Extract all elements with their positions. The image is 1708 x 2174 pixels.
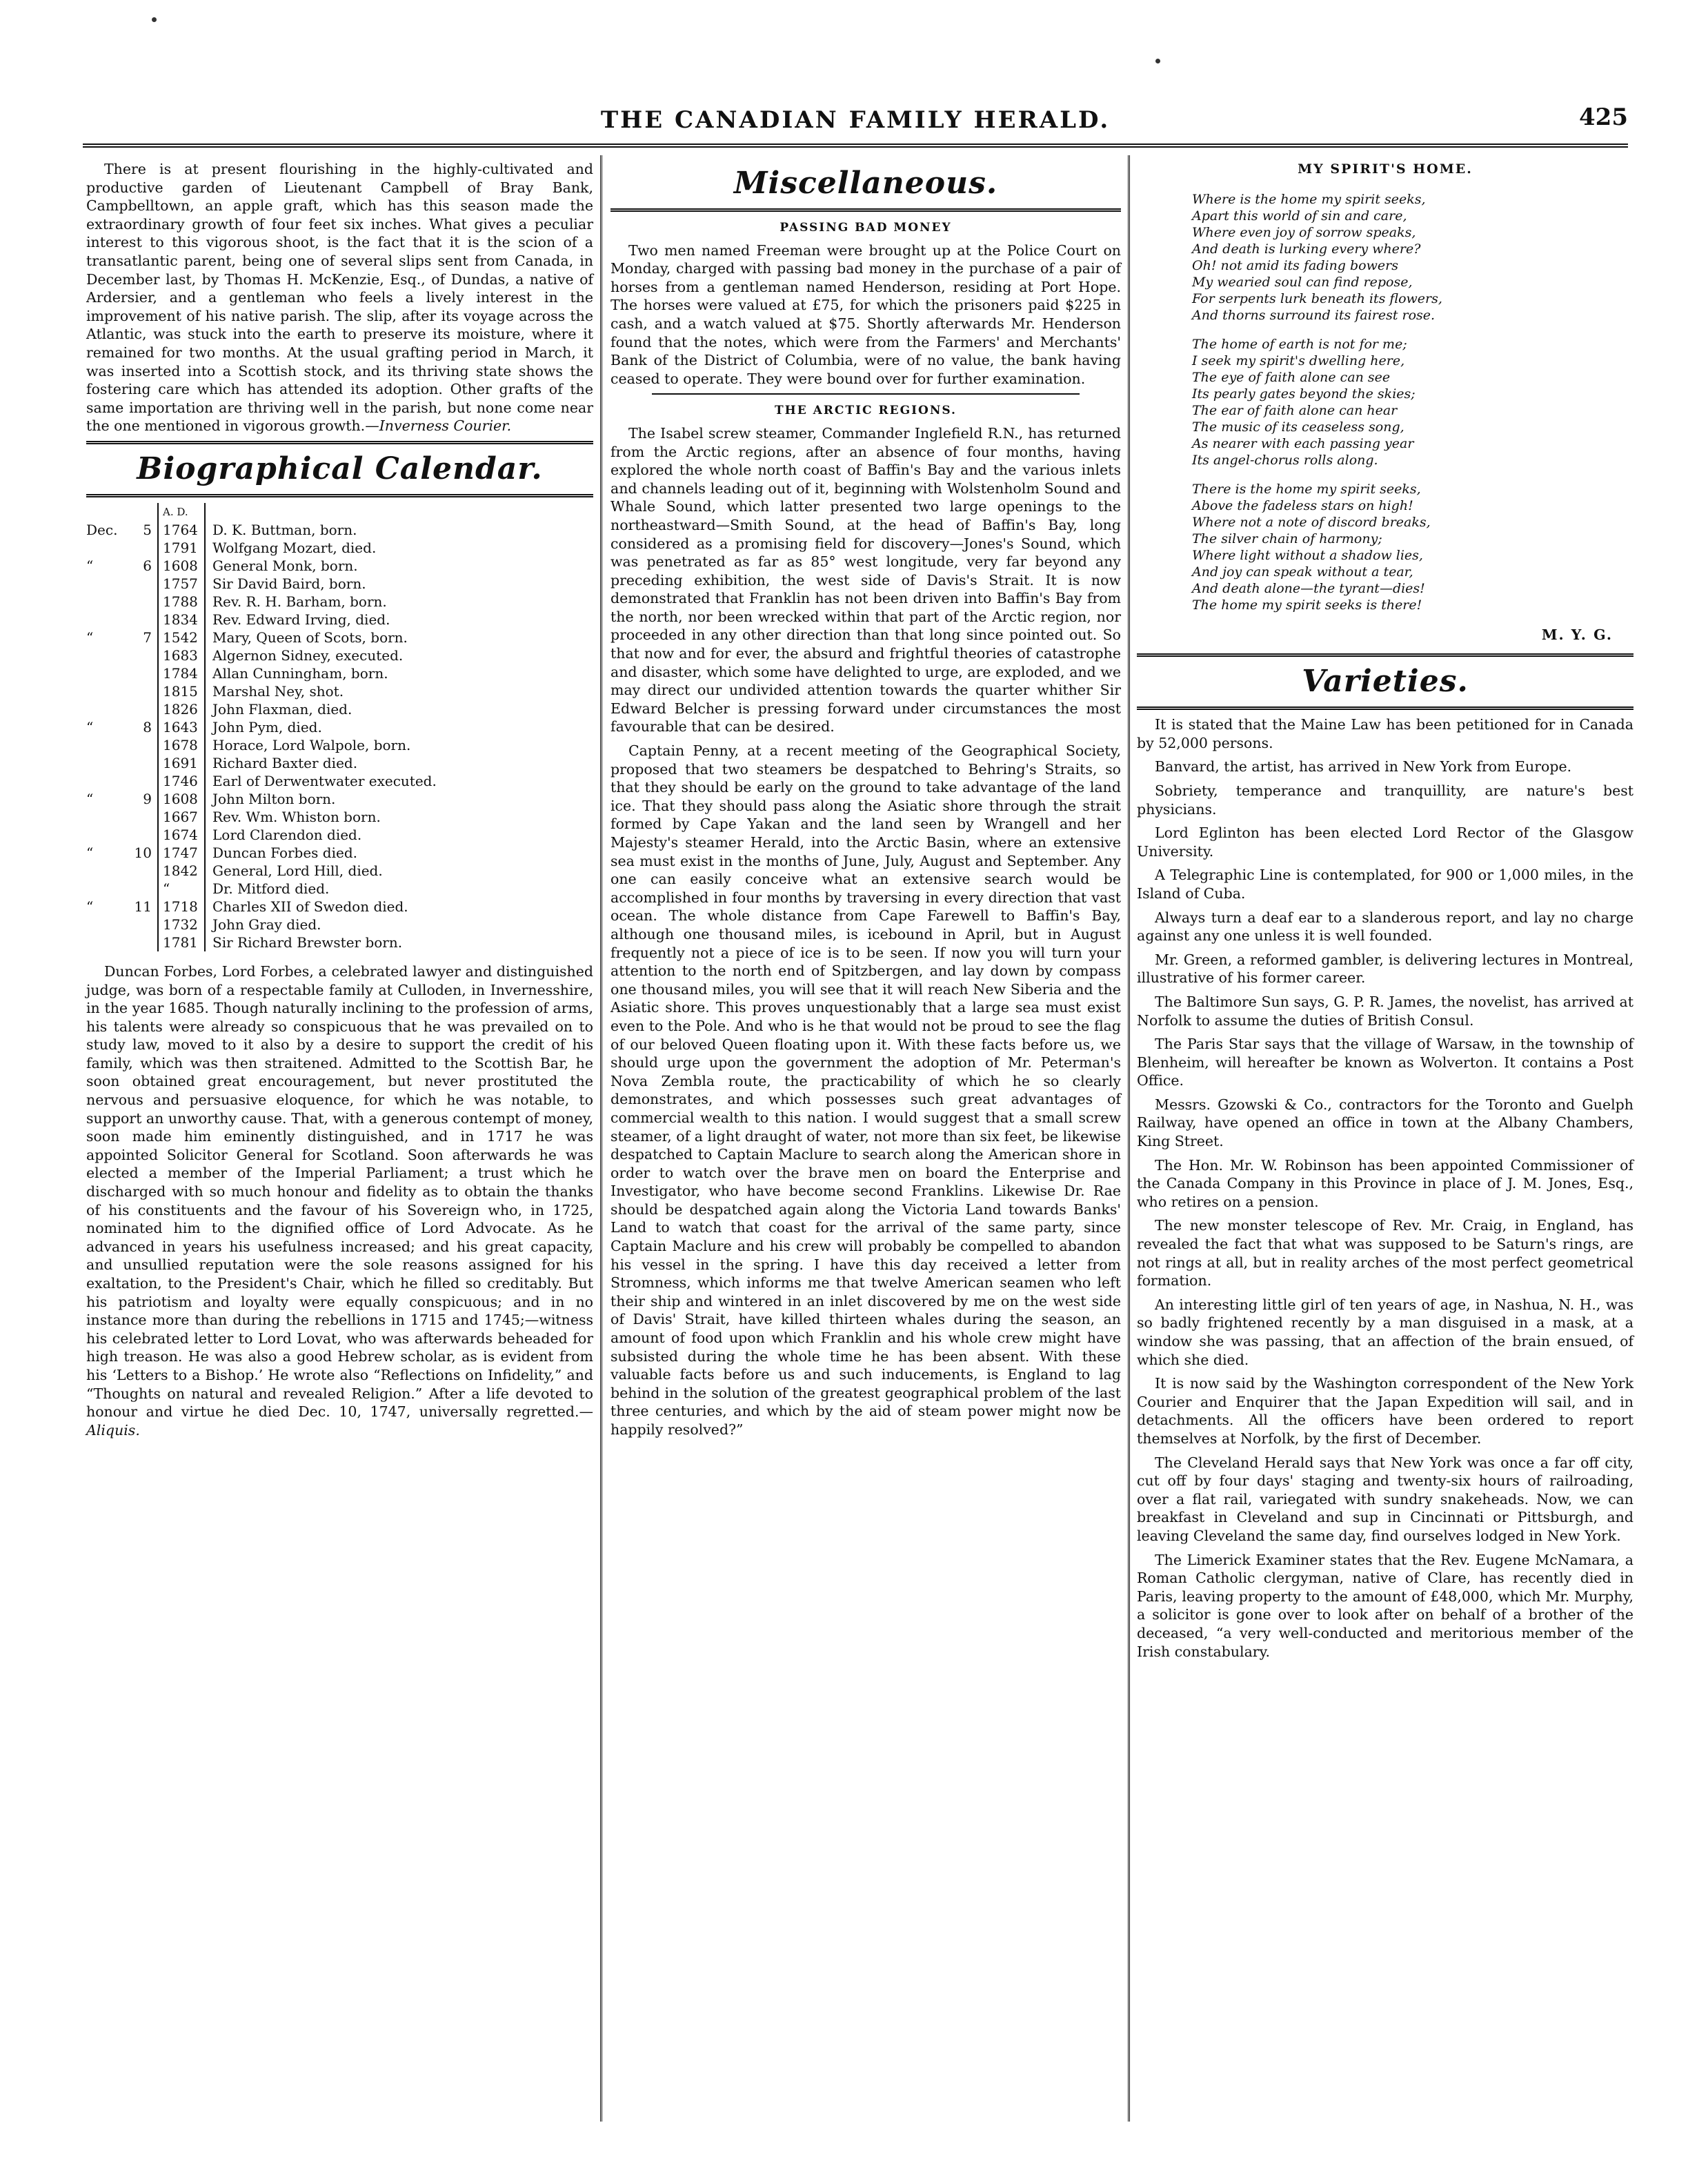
- calendar-event: John Pym, died.: [212, 718, 322, 735]
- calendar-year: 1834: [157, 611, 206, 629]
- calendar-event: Horace, Lord Walpole, born.: [212, 736, 411, 753]
- article-heading-bad-money: PASSING BAD MONEY: [779, 221, 952, 235]
- calendar-row: [86, 844, 593, 862]
- poem-line: The home my spirit seeks is there!: [1192, 597, 1422, 613]
- calendar-month: [86, 700, 124, 718]
- calendar-day: 6: [143, 557, 152, 574]
- calendar-row: [86, 898, 593, 916]
- calendar-month: [86, 754, 124, 772]
- arctic-article-paragraph: Captain Penny, at a recent meeting of the Geographical Society, proposed that two steamers be despatched to Behring's Straits, so that they should be early on the ground to take advantage of the land ice. That they should pass along the Asiatic shore through the strait formed by Cape Yakan and the land seen by Wrangell and her Majesty's steamer Herald, into the Arctic Basin, where an extensive sea must exist in the months of June, July, August and September. Any one can easily conceive what an extensive search would be accomplished in four months by traversing in every direction that vast ocean. The whole distance from Cape Farewell to Baffin's Bay, although one thousand miles, is icebound in April, but in August frequently not a piece of ice is to be seen. If now you will turn your attention to the north end of Spitzbergen, and lay down by compass one thousand miles, you will see that it will reach New Siberia and the Asiatic shore. This proves unquestionably that a large sea must exist even to the Pole. And who is he that would not be proud to see the flag of our beloved Queen floating upon it. With these facts before us, we should urge upon the government the adoption of Mr. Peterman's Nova Zembla route, the practicability of which he so clearly demonstrates, and which possesses such great advantages of commercial wealth to this nation. I would suggest that a small screw steamer, of a light draught of water, not more than six feet, be likewise despatched to Captain Maclure to search along the American shore in order to watch over the brave men on board the Enterprise and Investigator, who have become second Franklins. Likewise Dr. Rae should be despatched again along the Victoria Land towards Banks' Land to watch that coast for the arrival of the same party, since Captain Maclure and his crew will probably be compelled to abandon his vessel in the spring. I have this day received a letter from Stromness, which informs me that twelve American seamen who left their ship and wintered in an inlet discovered by me on the west side of Davis' Strait, have killed thirteen whales during the season, an amount of food upon which Franklin and his whole crew might have subsisted during the whole time he has been absent. With these valuable facts before us and such inducements, is England to lag behind in the solution of the greatest geographical problem of the last three centuries, and which by the aid of steam power might now be happily resolved?”: [610, 742, 1121, 1438]
- variety-item: It is now said by the Washington correspondent of the New York Courier and Enquirer that the Japan Expedition will sail, and in detachments. All the officers have been ordered to report themselves at Norfolk, by the first of December.: [1137, 1375, 1633, 1447]
- calendar-year: 1608: [157, 790, 206, 808]
- section-rule: [86, 494, 593, 497]
- poem-line: Above the fadeless stars on high!: [1192, 497, 1413, 513]
- bad-money-article: Two men named Freeman were brought up at the Police Court on Monday, charged with passing bad money in the purchase of a pair of horses from a gentleman named Henderson, residing at Port Hope. The horses were valued at £75, for which the prisoners paid $225 in cash, and a watch valued at $75. Shortly afterwards Mr. Henderson found that the notes, which were from the Farmers' and Merchants' Bank of the District of Columbia, were of no value, the bank having ceased to operate. They were bound over for further examination.: [610, 241, 1121, 387]
- column-divider: [1128, 155, 1130, 2122]
- calendar-row: [86, 664, 593, 682]
- variety-item: Messrs. Gzowski & Co., contractors for the Toronto and Guelph Railway, have opened an office in town at the Albany Chambers, King Street.: [1137, 1096, 1633, 1150]
- calendar-event: D. K. Buttman, born.: [212, 521, 357, 538]
- calendar-day: 5: [143, 521, 152, 538]
- calendar-event: Richard Baxter died.: [212, 754, 358, 771]
- poem-line: As nearer with each passing year: [1192, 435, 1414, 451]
- calendar-month: [86, 539, 124, 557]
- calendar-event: Mary, Queen of Scots, born.: [212, 629, 408, 646]
- header-rule: [83, 144, 1628, 148]
- calendar-day: [124, 664, 157, 682]
- variety-item: Lord Eglinton has been elected Lord Rector of the Glasgow University.: [1137, 824, 1633, 860]
- calendar-event: Earl of Derwentwater executed.: [212, 772, 437, 789]
- section-rule: [610, 208, 1121, 212]
- calendar-row: [86, 557, 593, 575]
- calendar-month: [86, 646, 124, 664]
- calendar-day: 9: [143, 790, 152, 807]
- calendar-month: [86, 880, 124, 898]
- calendar-day: [124, 808, 157, 826]
- calendar-month: “: [86, 790, 94, 807]
- calendar-event: Rev. Edward Irving, died.: [212, 611, 390, 628]
- poem-line: And death alone—the tyrant—dies!: [1192, 580, 1425, 596]
- calendar-row: [86, 826, 593, 844]
- variety-item: The new monster telescope of Rev. Mr. Craig, in England, has revealed the fact that what was supposed to be Saturn's rings, are not rings at all, but in reality arches of the most perfect geometrical formation.: [1137, 1217, 1633, 1289]
- scan-speck: [152, 17, 157, 22]
- calendar-year: 1732: [157, 916, 206, 933]
- page-number: 425: [1579, 103, 1628, 131]
- calendar-day: [124, 862, 157, 880]
- calendar-row: [86, 916, 593, 933]
- calendar-day: [124, 880, 157, 898]
- calendar-year: 1608: [157, 557, 206, 575]
- poem-line: The eye of faith alone can see: [1192, 369, 1391, 385]
- poem-line: I seek my spirit's dwelling here,: [1192, 353, 1405, 368]
- calendar-row: [86, 593, 593, 611]
- variety-item: The Baltimore Sun says, G. P. R. James, the novelist, has arrived at Norfolk to assume the duties of British Consul.: [1137, 993, 1633, 1029]
- calendar-event: General Monk, born.: [212, 557, 358, 574]
- column-right: [1137, 160, 1633, 1666]
- calendar-event: Algernon Sidney, executed.: [212, 646, 404, 664]
- scan-speck: [1155, 59, 1160, 63]
- calendar-day: [124, 754, 157, 772]
- calendar-year-header: A. D.: [157, 503, 206, 521]
- calendar-month: [86, 826, 124, 844]
- calendar-event: Dr. Mitford died.: [212, 880, 330, 897]
- variety-item: The Limerick Examiner states that the Rev. Eugene McNamara, a Roman Catholic clergyman, native of Clare, has recently died in Paris, leaving property to the amount of £48,000, which Mr. Murphy, a solicitor is gone over to look after on behalf of a brother of the deceased, “a very well-conducted and meritorious member of the Irish constabulary.: [1137, 1551, 1633, 1660]
- calendar-event: Allan Cunningham, born.: [212, 664, 388, 682]
- forbes-biography: Duncan Forbes, Lord Forbes, a celebrated lawyer and distinguished judge, was born of a respectable family at Culloden, in Invernesshire, in the year 1685. Though naturally inclining to the profession of arms, his talents were already so conspicuous that he was prevailed on to study law, moved to it also by a desire to support the credit of his family, which was then straitened. Admitted to the Scottish Bar, he soon obtained great encouragement, but never prostituted the nervous and persuasive eloquence, for which he was notable, to support an unworthy cause. That, with a generous contempt of money, soon made him eminently distinguished, and in 1717 he was appointed Solicitor General for Scotland. Soon afterwards he was elected a member of the Imperial Parliament; a trust which he discharged with so much honour and fidelity as to obtain the thanks of his constituents and the favour of his Sovereign who, in 1725, nominated him to the dignified office of Lord Advocate. As he advanced in years his usefulness increased; and his great capacity, and unsullied reputation were the sole reasons assigned for his exaltation, to the President's Chair, which he filled so creditably. But his patriotism and loyalty were equally conspicuous; and in no instance more than during the rebellions in 1715 and 1745;—witness his celebrated letter to Lord Lovat, who was afterwards beheaded for high treason. He was also a good Hebrew scholar, as is evident from his ‘Letters to a Bishop.’ He wrote also “Reflections on Infidelity,” and “Thoughts on natural and revealed Religion.” After a life devoted to honour and virtue he died Dec. 10, 1747, universally regretted.—Aliquis.: [86, 962, 593, 1439]
- calendar-row: [86, 790, 593, 808]
- calendar-year: 1674: [157, 826, 206, 844]
- variety-item: The Paris Star says that the village of Warsaw, in the township of Blenheim, will hereafter be known as Wolverton. It contains a Post Office.: [1137, 1036, 1633, 1089]
- poem-title: MY SPIRIT'S HOME.: [1298, 161, 1473, 177]
- calendar-row: [86, 539, 593, 557]
- calendar-day: [124, 933, 157, 951]
- calendar-day: [124, 682, 157, 700]
- poem-line: Where not a note of discord breaks,: [1192, 514, 1431, 530]
- calendar-day: [124, 539, 157, 557]
- calendar-year: 1757: [157, 575, 206, 593]
- variety-item: Sobriety, temperance and tranquillity, are nature's best physicians.: [1137, 782, 1633, 818]
- poem-stanza: [1192, 191, 1633, 324]
- poem-line: The music of its ceaseless song,: [1192, 419, 1404, 435]
- calendar-month: [86, 611, 124, 629]
- calendar-year: 1746: [157, 772, 206, 790]
- poem-stanza: [1192, 481, 1633, 613]
- poem-line: Oh! not amid its fading bowers: [1192, 257, 1398, 273]
- variety-item: Banvard, the artist, has arrived in New York from Europe.: [1155, 758, 1572, 775]
- varieties-list: [1137, 715, 1633, 1661]
- section-title-miscellaneous: Miscellaneous.: [733, 166, 998, 201]
- apple-graft-article: There is at present flourishing in the highly-cultivated and productive garden of Lieutenant Campbell of Bray Bank, Campbelltown, an apple graft, which has this season made the extraordinary growth of four feet six inches. What gives a peculiar interest to this vigorous shoot, is the fact that it is the scion of a transatlantic parent, being one of several slips sent from Canada, in December last, by Thomas H. McKenzie, Esq., of Dundas, a native of Ardersier, and a gentleman who feels a lively interest in the improvement of his native parish. The slip, after its voyage across the Atlantic, was stuck into the earth to preserve its moisture, where it remained for two months. At the usual grafting period in March, it was inserted into a Scottish stock, and its thriving state shows the fostering care which has attended its adoption. Other grafts of the same importation are thriving well in the parish, but none come near the one mentioned in vigorous growth.—Inverness Courier.: [86, 161, 593, 435]
- variety-item: The Hon. Mr. W. Robinson has been appointed Commissioner of the Canada Company in this Province in place of J. M. Jones, Esq., who retires on a pension.: [1137, 1156, 1633, 1210]
- section-rule: [1137, 653, 1633, 657]
- calendar-year: 1781: [157, 933, 206, 951]
- calendar-year: 1788: [157, 593, 206, 611]
- variety-item: Always turn a deaf ear to a slanderous report, and lay no charge against any one unless it is well founded.: [1137, 909, 1633, 945]
- calendar-event: John Flaxman, died.: [212, 700, 352, 718]
- column-left: [86, 160, 593, 1445]
- page-header: [83, 103, 1628, 145]
- calendar-year: 1691: [157, 754, 206, 772]
- calendar-month: [86, 593, 124, 611]
- calendar-event: Charles XII of Swedon died.: [212, 898, 408, 915]
- section-title-biographical-calendar: Biographical Calendar.: [137, 451, 543, 486]
- calendar-year: “: [157, 880, 206, 898]
- calendar-month: [86, 575, 124, 593]
- calendar-month: [86, 772, 124, 790]
- poem-line: Its pearly gates beyond the skies;: [1192, 386, 1416, 402]
- section-rule: [1137, 706, 1633, 710]
- calendar-event: Sir David Baird, born.: [212, 575, 366, 592]
- calendar-row: [86, 575, 593, 593]
- calendar-row: [86, 736, 593, 754]
- calendar-day: [124, 575, 157, 593]
- calendar-event: John Gray died.: [212, 916, 321, 933]
- calendar-year: 1678: [157, 736, 206, 754]
- poem-line: Where light without a shadow lies,: [1192, 547, 1423, 563]
- poem-stanza: [1192, 336, 1633, 468]
- calendar-row: [86, 862, 593, 880]
- calendar-row: [86, 611, 593, 629]
- calendar-day: 10: [134, 844, 152, 861]
- calendar-month: [86, 808, 124, 826]
- calendar-row: [86, 808, 593, 826]
- calendar-row: [86, 772, 593, 790]
- poem: [1192, 191, 1633, 613]
- calendar-month: “: [86, 557, 94, 574]
- calendar-row: [86, 629, 593, 646]
- calendar-month: “: [86, 718, 94, 735]
- poem-line: The home of earth is not for me;: [1192, 336, 1407, 352]
- article-credit: —Aliquis.: [86, 1403, 593, 1439]
- article-credit: —Inverness Courier.: [365, 417, 512, 435]
- variety-item: An interesting little girl of ten years of age, in Nashua, N. H., was so badly frightened recently by a man disguised in a mask, at a window she was passing, that an affection of the brain ensued, of which she died.: [1137, 1296, 1633, 1368]
- calendar-day: [124, 646, 157, 664]
- calendar-event: Lord Clarendon died.: [212, 826, 362, 843]
- calendar-year: 1791: [157, 539, 206, 557]
- calendar-row: [86, 880, 593, 898]
- calendar-year: 1667: [157, 808, 206, 826]
- poem-line: Apart this world of sin and care,: [1192, 208, 1407, 224]
- calendar-row: [86, 700, 593, 718]
- calendar-row: [86, 754, 593, 772]
- column-middle: [610, 160, 1121, 1445]
- calendar-day: [124, 593, 157, 611]
- calendar-row: [86, 521, 593, 539]
- poem-line: The ear of faith alone can hear: [1192, 402, 1398, 418]
- calendar-year: 1815: [157, 682, 206, 700]
- poem-line: Its angel-chorus rolls along.: [1192, 452, 1378, 468]
- poem-line: For serpents lurk beneath its flowers,: [1192, 290, 1442, 306]
- article-heading-arctic: THE ARCTIC REGIONS.: [775, 404, 957, 418]
- poem-line: And thorns surround its fairest rose.: [1192, 307, 1436, 323]
- calendar-day: [124, 772, 157, 790]
- calendar-event: General, Lord Hill, died.: [212, 862, 383, 879]
- arctic-article-paragraph: The Isabel screw steamer, Commander Inglefield R.N., has returned from the Arctic regions, after an absence of four months, having explored the whole north coast of Baffin's Bay and the various inlets and channels leading out of it, beginning with Wolstenholm Sound and Whale Sound, which latter presented two large openings to the northeastward—Smith Sound, at the head of Baffin's Bay, long considered as a promising field for discovery—Jones's Sound, which was penetrated as far as 85° west longitude, very far beyond any preceding exhibition, the west side of Davis's Strait. It is now demonstrated that Franklin has not been driven into Baffin's Bay from the north, nor been wrecked within that part of the Arctic region, nor proceeded in any other direction than that long since pointed out. So that now and for ever, the absurd and frightful theories of catastrophe and disaster, which some have delighted to urge, are exploded, and we may direct our undivided attention towards the quarter whither Sir Edward Belcher is pressing forward under circumstances the most favourable that can be desired.: [610, 424, 1121, 735]
- variety-item: Mr. Green, a reformed gambler, is delivering lectures in Montreal, illustrative of his former career.: [1137, 951, 1633, 987]
- poem-line: The silver chain of harmony;: [1192, 531, 1382, 546]
- calendar-event: Wolfgang Mozart, died.: [212, 539, 377, 556]
- calendar-year: 1718: [157, 898, 206, 916]
- calendar-year: 1826: [157, 700, 206, 718]
- calendar-month: [86, 916, 124, 933]
- biographical-calendar: [86, 503, 593, 951]
- calendar-year: 1683: [157, 646, 206, 664]
- calendar-day: [124, 736, 157, 754]
- calendar-row: [86, 933, 593, 951]
- variety-item: It is stated that the Maine Law has been petitioned for in Canada by 52,000 persons.: [1137, 716, 1633, 751]
- calendar-event: Sir Richard Brewster born.: [212, 933, 403, 951]
- calendar-month: “: [86, 844, 94, 861]
- poem-line: And joy can speak without a tear,: [1192, 564, 1413, 580]
- calendar-month: [86, 862, 124, 880]
- calendar-header-row: [86, 503, 593, 521]
- masthead-title: THE CANADIAN FAMILY HERALD.: [600, 106, 1111, 134]
- section-title-varieties: Varieties.: [1302, 664, 1469, 700]
- calendar-year: 1643: [157, 718, 206, 736]
- calendar-day: 11: [134, 898, 152, 915]
- poem-line: Where even joy of sorrow speaks,: [1192, 224, 1416, 240]
- calendar-event: Marshal Ney, shot.: [212, 682, 344, 700]
- calendar-month: [86, 736, 124, 754]
- calendar-row: [86, 718, 593, 736]
- variety-item: A Telegraphic Line is contemplated, for 900 or 1,000 miles, in the Island of Cuba.: [1137, 867, 1633, 902]
- calendar-event: Rev. R. H. Barham, born.: [212, 593, 387, 610]
- calendar-event: John Milton born.: [212, 790, 336, 807]
- calendar-month: [86, 664, 124, 682]
- calendar-month: [86, 933, 124, 951]
- calendar-day: [124, 826, 157, 844]
- calendar-event: Duncan Forbes died.: [212, 844, 357, 861]
- calendar-day: [124, 700, 157, 718]
- calendar-row: [86, 646, 593, 664]
- calendar-month: “: [86, 898, 94, 915]
- calendar-year: 1784: [157, 664, 206, 682]
- article-rule: [652, 393, 1080, 395]
- poem-line: My wearied soul can find repose,: [1192, 274, 1413, 290]
- poem-line: Where is the home my spirit seeks,: [1192, 191, 1426, 207]
- poem-signature: M. Y. G.: [1541, 626, 1613, 643]
- calendar-month: Dec.: [86, 521, 118, 538]
- calendar-year: 1842: [157, 862, 206, 880]
- calendar-day: [124, 611, 157, 629]
- calendar-day: 8: [143, 718, 152, 735]
- poem-line: There is the home my spirit seeks,: [1192, 481, 1421, 497]
- calendar-event: Rev. Wm. Whiston born.: [212, 808, 381, 825]
- column-divider: [600, 155, 602, 2122]
- calendar-day: [124, 916, 157, 933]
- poem-line: And death is lurking every where?: [1192, 241, 1421, 257]
- calendar-row: [86, 682, 593, 700]
- calendar-year: 1542: [157, 629, 206, 646]
- calendar-year: 1747: [157, 844, 206, 862]
- calendar-year: 1764: [157, 521, 206, 539]
- calendar-month: “: [86, 629, 94, 646]
- calendar-month: [86, 682, 124, 700]
- section-rule: [86, 441, 593, 444]
- variety-item: The Cleveland Herald says that New York was once a far off city, cut off by four days' staging and twenty-six hours of railroading, over a flat rail, variegated with sundry snakeheads. Now, we can breakfast in Cleveland and sup in Cincinnati or Pittsburgh, and leaving Cleveland the same day, find ourselves lodged in New York.: [1137, 1454, 1633, 1544]
- calendar-day: 7: [143, 629, 152, 646]
